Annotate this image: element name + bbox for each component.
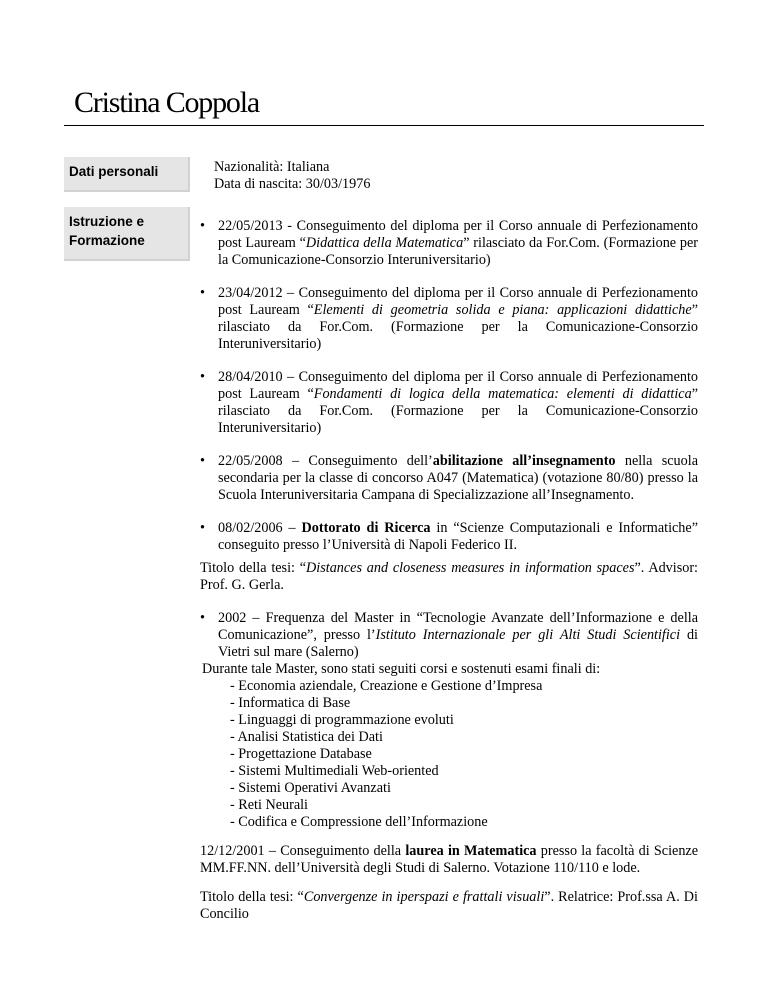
section-label-personal-text: Dati personali: [69, 164, 159, 179]
section-label-education: [64, 207, 190, 261]
education-item-text: di Vietri sul mare (Salerno): [218, 627, 698, 660]
course-title: Fondamenti di logica della matematica: elementi di didattica: [313, 386, 692, 402]
section-label-personal: [64, 157, 190, 192]
bullet-icon: •: [200, 453, 205, 469]
thesis-text: ”. Advisor: Prof. G. Gerla.: [200, 560, 698, 593]
laurea-text: 12/12/2001 – Conseguimento della: [200, 843, 406, 859]
education-item-text: 23/04/2012 – Conseguimento del diploma per il Corso annuale di Perfezionamento post Lauream “: [218, 285, 698, 318]
education-item: [200, 453, 698, 504]
bullet-icon: •: [200, 520, 205, 536]
course-item: - Sistemi Multimediali Web-oriented: [230, 763, 439, 779]
thesis-title: Convergenze in iperspazi e frattali visuali: [303, 889, 545, 905]
highlight-text: Dottorato di Ricerca: [301, 520, 431, 536]
bullet-icon: •: [200, 285, 205, 301]
course-item: - Progettazione Database: [230, 746, 372, 762]
course-item: - Analisi Statistica dei Dati: [230, 729, 383, 745]
highlight-text: abilitazione all’insegnamento: [432, 453, 616, 469]
education-item-text: 28/04/2010 – Conseguimento del diploma per il Corso annuale di Perfezionamento post Lauream “: [218, 369, 698, 402]
bullet-icon: •: [200, 610, 205, 626]
bullet-icon: •: [200, 218, 205, 234]
section-label-education-line1: Istruzione e: [69, 214, 145, 229]
education-item: [200, 285, 698, 353]
education-item: [200, 520, 698, 554]
course-title: Didattica della Matematica: [305, 235, 464, 251]
highlight-text: laurea in Matematica: [405, 843, 537, 859]
section-label-education-line2: Formazione: [69, 233, 145, 248]
title-underline: [64, 125, 704, 126]
course-item: - Informatica di Base: [230, 695, 351, 711]
education-item-text: ” rilasciato da For.Com. (Formazione per la Comunicazione-Consorzio Interuniversitario): [218, 302, 698, 352]
education-item-text: ” rilasciato da For.Com. (Formazione per la Comunicazione-Consorzio Interuniversitario): [218, 235, 698, 268]
education-item-text: 22/05/2008 – Conseguimento dell’: [218, 453, 433, 469]
bullet-icon: •: [200, 369, 205, 385]
institute-name: Istituto Internazionale per gli Alti Studi Scientifici: [375, 627, 681, 643]
laurea-text: presso la facoltà di Scienze MM.FF.NN. dell’Università degli Studi di Salerno. Votazione 110/110 e lode.: [200, 843, 699, 876]
education-item-text: 22/05/2013 - Conseguimento del diploma per il Corso annuale di Perfezionamento post Lauream “: [218, 218, 698, 251]
birth-date-line: Data di nascita: 30/03/1976: [214, 176, 371, 192]
thesis-title: Distances and closeness measures in information spaces: [306, 560, 635, 576]
education-item-text: 08/02/2006 –: [218, 520, 302, 536]
thesis-laurea: [200, 889, 698, 923]
course-item: - Codifica e Compressione dell’Informazione: [230, 814, 488, 830]
thesis-text: Titolo della tesi: “: [200, 560, 307, 576]
course-item: - Economia aziendale, Creazione e Gestione d’Impresa: [230, 678, 543, 694]
education-item: [200, 610, 698, 661]
thesis-phd: [200, 560, 698, 594]
course-item: - Reti Neurali: [230, 797, 309, 813]
laurea-paragraph: [200, 843, 698, 877]
education-item-text: nella scuola secondaria per la classe di concorso A047 (Matematica) (votazione 80/80) presso la Scuola Interuniversitaria Campana di Specializzazione all’Insegnamento.: [218, 453, 698, 503]
nationality-line: Nazionalità: Italiana: [214, 159, 330, 175]
master-intro: Durante tale Master, sono stati seguiti corsi e sostenuti esami finali di:: [202, 661, 601, 677]
course-list: [230, 678, 698, 831]
course-title: Elementi di geometria solida e piana: applicazioni didattiche: [313, 302, 692, 318]
course-item: - Sistemi Operativi Avanzati: [230, 780, 391, 796]
education-item-text: ” rilasciato da For.Com. (Formazione per la Comunicazione-Consorzio Interuniversitario): [218, 386, 699, 436]
thesis-text: Titolo della tesi: “: [200, 889, 304, 905]
personal-details: [214, 159, 370, 193]
thesis-text: ”. Relatrice: Prof.ssa A. Di Concilio: [200, 889, 698, 922]
education-content: [200, 218, 698, 935]
education-item: [200, 369, 698, 437]
education-item: [200, 218, 698, 269]
education-item-text: in “Scienze Computazionali e Informatiche” conseguito presso l’Università di Napoli Federico II.: [218, 520, 698, 553]
course-item: - Linguaggi di programmazione evoluti: [230, 712, 454, 728]
cv-name-title: Cristina Coppola: [74, 86, 259, 119]
education-item-text: 2002 – Frequenza del Master in “Tecnologie Avanzate dell’Informazione e della Comunicazione”, presso l’: [218, 610, 698, 643]
